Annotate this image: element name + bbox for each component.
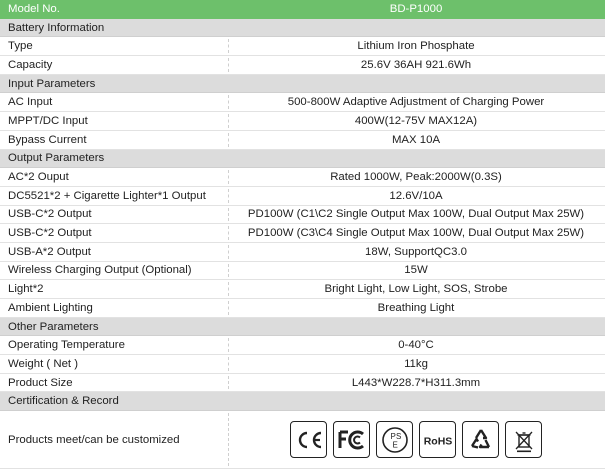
spec-value: Lithium Iron Phosphate (357, 40, 475, 53)
spec-row (0, 224, 605, 243)
section-title-row (0, 75, 605, 94)
spec-row (0, 37, 605, 56)
spec-row (0, 131, 605, 150)
svg-text:RoHS: RoHS (423, 435, 452, 448)
spec-label: AC*2 Ouput (8, 171, 69, 184)
spec-value: 12.6V/10A (389, 189, 443, 202)
spec-row (0, 187, 605, 206)
spec-label: Capacity (8, 58, 53, 71)
spec-label: Type (8, 40, 33, 53)
spec-label: Light*2 (8, 283, 44, 296)
spec-label: DC5521*2 + Cigarette Lighter*1 Output (8, 189, 206, 202)
spec-value: L443*W228.7*H311.3mm (351, 376, 481, 389)
spec-value: 11kg (404, 357, 428, 370)
spec-row (0, 336, 605, 355)
spec-value: 18W, SupportQC3.0 (365, 245, 467, 258)
recycle-mark-icon (462, 421, 499, 458)
spec-row (0, 93, 605, 112)
section-title: Certification & Record (8, 395, 119, 408)
certification-marks (228, 411, 604, 468)
section-title-row (0, 150, 605, 169)
spec-label: Ambient Lighting (8, 301, 93, 314)
spec-value: 500-800W Adaptive Adjustment of Charging Power (287, 96, 545, 109)
ce-mark-icon (290, 421, 327, 458)
section-title-row (0, 318, 605, 337)
spec-row (0, 168, 605, 187)
spec-label: USB-A*2 Output (8, 245, 91, 258)
spec-value: 400W(12-75V MAX12A) (354, 114, 478, 127)
spec-row (0, 112, 605, 131)
section-title: Battery Information (8, 21, 105, 34)
weee-bin-mark-icon (505, 421, 542, 458)
spec-row (0, 280, 605, 299)
spec-row (0, 243, 605, 262)
svg-text:P: P (390, 431, 396, 441)
section-title-row (0, 19, 605, 38)
spec-value: 25.6V 36AH 921.6Wh (360, 58, 472, 71)
spec-label: AC Input (8, 96, 53, 109)
spec-label: Weight ( Net ) (8, 357, 79, 370)
spec-label: Operating Temperature (8, 339, 125, 352)
spec-row (0, 56, 605, 75)
certification-label: Products meet/can be customized (8, 433, 180, 446)
rohs-mark-icon (419, 421, 456, 458)
spec-label: USB-C*2 Output (8, 227, 92, 240)
spec-label: MPPT/DC Input (8, 114, 88, 127)
spec-label: Wireless Charging Output (Optional) (8, 264, 192, 277)
spec-value: Breathing Light (377, 301, 455, 314)
spec-value: 15W (404, 264, 428, 277)
spec-row (0, 374, 605, 393)
pse-mark-icon (376, 421, 413, 458)
section-title: Output Parameters (8, 152, 105, 165)
spec-label: Bypass Current (8, 133, 87, 146)
spec-value: MAX 10A (391, 133, 441, 146)
certification-row (0, 411, 605, 469)
spec-row (0, 206, 605, 225)
spec-row (0, 299, 605, 318)
section-title: Other Parameters (8, 320, 99, 333)
model-header-row (0, 0, 605, 19)
section-title: Input Parameters (8, 77, 96, 90)
svg-text:S: S (395, 431, 401, 441)
svg-text:E: E (392, 440, 398, 450)
spec-value: 0-40°C (398, 339, 434, 352)
spec-value: Bright Light, Low Light, SOS, Strobe (324, 283, 508, 296)
spec-label: Product Size (8, 376, 73, 389)
spec-value: Rated 1000W, Peak:2000W(0.3S) (330, 171, 502, 184)
spec-label: USB-C*2 Output (8, 208, 92, 221)
spec-value: PD100W (C1\C2 Single Output Max 100W, Dual Output Max 25W) (247, 208, 585, 221)
model-label: Model No. (8, 3, 60, 16)
model-value: BD-P1000 (389, 3, 443, 16)
spec-row (0, 262, 605, 281)
spec-row (0, 355, 605, 374)
section-title-certification (0, 392, 605, 411)
fcc-mark-icon (333, 421, 370, 458)
spec-value: PD100W (C3\C4 Single Output Max 100W, Dual Output Max 25W) (247, 227, 585, 240)
